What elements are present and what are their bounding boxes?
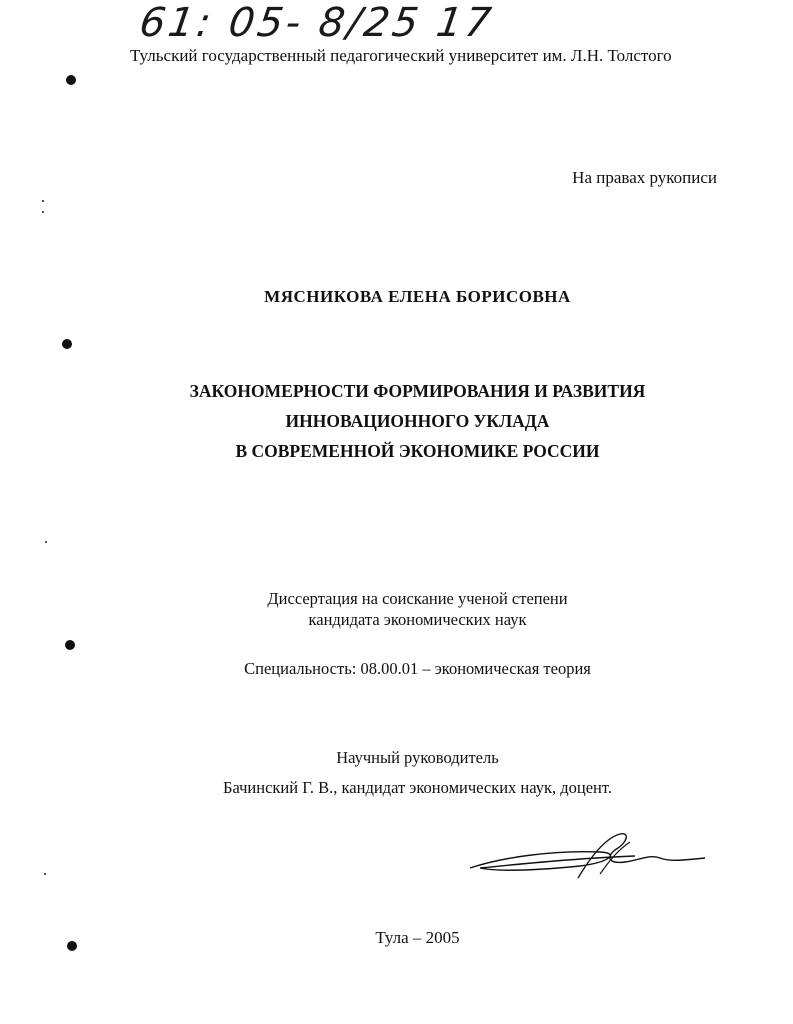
- handwritten-archive-code: 61: 05- 8/25 17: [136, 0, 497, 46]
- binder-hole-mark: [66, 75, 76, 85]
- degree-line: кандидата экономических наук: [308, 610, 527, 629]
- title-line: В СОВРЕМЕННОЙ ЭКОНОМИКЕ РОССИИ: [235, 441, 600, 461]
- degree-statement: [0, 588, 793, 630]
- advisor-label: Научный руководитель: [336, 748, 499, 767]
- city-and-year: Тула – 2005: [375, 928, 460, 947]
- title-line: ЗАКОНОМЕРНОСТИ ФОРМИРОВАНИЯ И РАЗВИТИЯ: [189, 381, 646, 401]
- binder-hole-mark: [67, 941, 77, 951]
- binder-hole-mark: [62, 339, 72, 349]
- scan-speck: [45, 541, 47, 543]
- advisor-name: Бачинский Г. В., кандидат экономических наук, доцент.: [223, 778, 612, 797]
- specialty-line: Специальность: 08.00.01 – экономическая теория: [244, 659, 591, 678]
- scan-speck: [44, 873, 46, 875]
- handwritten-signature: [460, 828, 710, 884]
- scan-speck: [42, 200, 44, 202]
- university-name: Тульский государственный педагогический университет им. Л.Н. Толстого: [130, 46, 672, 65]
- degree-line: Диссертация на соискание ученой степени: [267, 589, 568, 608]
- dissertation-title: [0, 376, 793, 466]
- author-name: МЯСНИКОВА ЕЛЕНА БОРИСОВНА: [264, 287, 571, 306]
- scan-speck: [42, 211, 44, 213]
- title-line: ИННОВАЦИОННОГО УКЛАДА: [285, 411, 550, 431]
- binder-hole-mark: [65, 640, 75, 650]
- manuscript-rights-note: На правах рукописи: [572, 168, 717, 187]
